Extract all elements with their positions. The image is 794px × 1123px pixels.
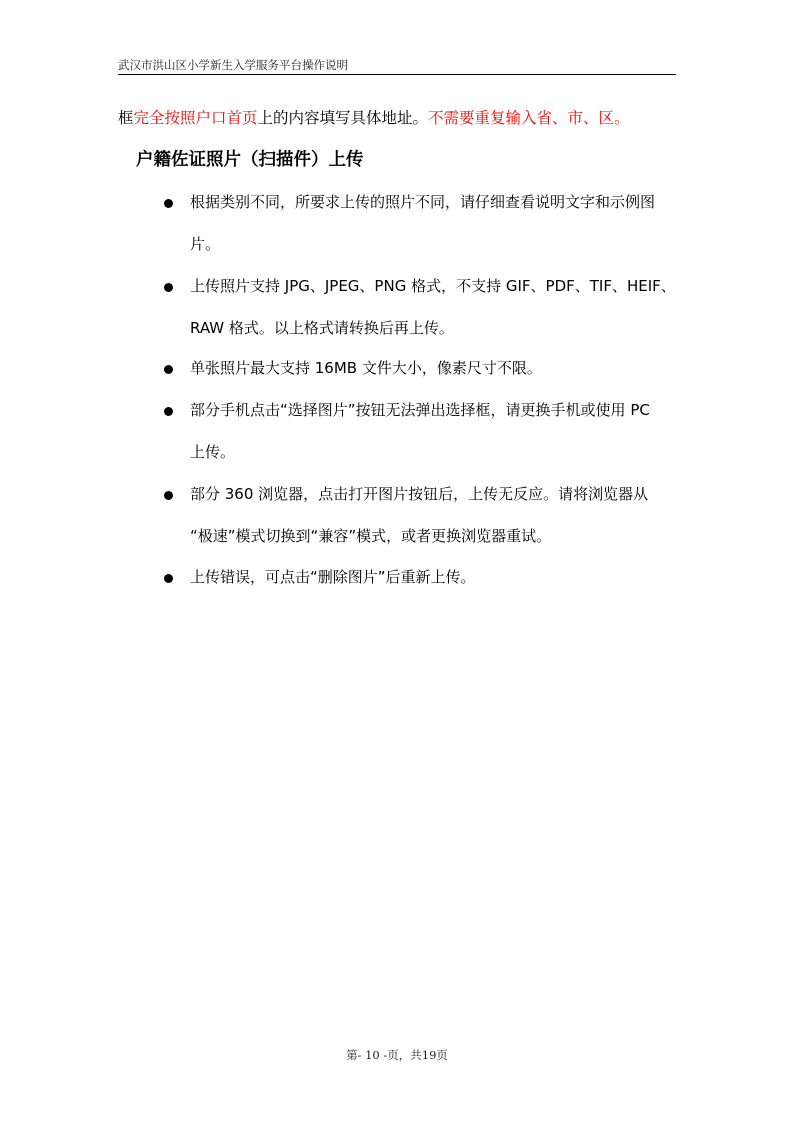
list-item-line: 上传错误，可点击“删除图片”后重新上传。 — [190, 568, 476, 586]
bullet-dot-icon — [164, 199, 173, 208]
list-item-line: 部分手机点击“选择图片”按钮无法弹出选择框，请更换手机或使用 PC — [190, 401, 650, 419]
bullet-dot-icon — [164, 283, 173, 292]
intro-text-2: 上的内容填写具体地址。 — [257, 109, 429, 127]
intro-emphasis-1: 完全按照户口首页 — [133, 109, 258, 127]
bullet-dot-icon — [164, 407, 173, 416]
bullet-dot-icon — [164, 365, 173, 374]
section-title: 户籍佐证照片（扫描件）上传 — [136, 150, 364, 170]
intro-emphasis-2: 不需要重复输入省、市、区。 — [428, 109, 630, 127]
bullet-dot-icon — [164, 574, 173, 583]
page-header — [118, 58, 676, 75]
intro-text-1: 框 — [118, 109, 134, 127]
page-number: 第- 10 -页，共19页 — [346, 1048, 448, 1062]
page-footer — [0, 1047, 794, 1063]
header-title: 武汉市洪山区小学新生入学服务平台操作说明 — [118, 58, 348, 72]
intro-paragraph — [118, 107, 630, 129]
list-item-line: 上传照片支持 JPG、JPEG、PNG 格式，不支持 GIF、PDF、TIF、HEIF、 — [190, 277, 676, 295]
list-item-line: “极速”模式切换到“兼容”模式，或者更换浏览器重试。 — [190, 527, 552, 545]
list-item-line: 上传。 — [190, 443, 236, 461]
list-item-line: 根据类别不同，所要求上传的照片不同，请仔细查看说明文字和示例图 — [190, 193, 656, 211]
list-item-line: 部分 360 浏览器，点击打开图片按钮后，上传无反应。请将浏览器从 — [190, 485, 649, 503]
list-item-line: 片。 — [190, 235, 221, 253]
bullet-dot-icon — [164, 491, 173, 500]
list-item-line: RAW 格式。以上格式请转换后再上传。 — [190, 319, 454, 337]
list-item-line: 单张照片最大支持 16MB 文件大小，像素尺寸不限。 — [190, 359, 542, 377]
